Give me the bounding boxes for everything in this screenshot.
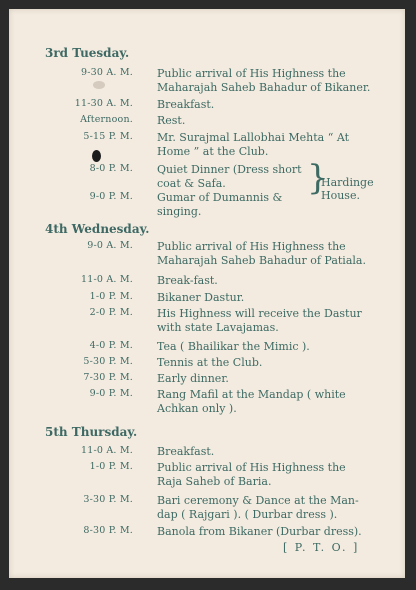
event-line: Early dinner. [157, 372, 229, 385]
venue-label [321, 176, 374, 202]
event-time: 11-0 A. M. [80, 274, 133, 285]
event-line: Tennis at the Club. [157, 356, 263, 369]
venue-line: House. [321, 189, 360, 202]
event-time: 5-30 P. M. [83, 356, 133, 367]
pto-label: [ P. T. O. ] [283, 541, 360, 554]
event-line: Maharajah Saheb Bahadur of Bikaner. [157, 81, 371, 94]
event-time: 3-30 P. M. [83, 494, 133, 505]
curly-brace-icon: } [307, 158, 329, 198]
event-time: 7-30 P. M. [83, 372, 133, 383]
event-time: 1-0 P. M. [89, 461, 133, 472]
event-line: Home ” at the Club. [157, 145, 269, 158]
event-line: Breakfast. [157, 98, 215, 111]
event-line: Rang Mafil at the Mandap ( white [157, 388, 346, 401]
event-line: coat & Safa. [157, 177, 226, 190]
event-line: Public arrival of His Highness the [157, 461, 346, 474]
day-heading-tuesday: 3rd Tuesday. [45, 46, 130, 60]
event-line: Breakfast. [157, 445, 215, 458]
event-line: Public arrival of His Highness the [157, 67, 346, 80]
event-line: with state Lavajamas. [157, 321, 279, 334]
venue-line: Hardinge [321, 176, 374, 189]
event-line: dap ( Rajgari ). ( Durbar dress ). [157, 508, 338, 521]
event-time: 8-30 P. M. [83, 525, 133, 536]
event-time: 4-0 P. M. [89, 340, 133, 351]
day-heading-thursday: 5th Thursday. [45, 425, 138, 439]
event-line: Maharajah Saheb Bahadur of Patiala. [157, 254, 366, 267]
event-line: Mr. Surajmal Lallobhai Mehta “ At [157, 131, 350, 144]
stain-mark-icon [93, 81, 105, 89]
programme-card [9, 9, 405, 578]
event-time: 11-30 A. M. [74, 98, 133, 109]
event-line: Public arrival of His Highness the [157, 240, 346, 253]
event-line: His Highness will receive the Dastur [157, 307, 362, 320]
event-line: Break-fast. [157, 274, 218, 287]
punch-hole-icon [92, 150, 101, 162]
event-time: 9-30 A. M. [80, 67, 133, 78]
event-line: Quiet Dinner (Dress short [157, 163, 302, 176]
event-time: 9-0 P. M. [89, 191, 133, 202]
event-line: Banola from Bikaner (Durbar dress). [157, 525, 362, 538]
day-heading-wednesday: 4th Wednesday. [45, 222, 150, 236]
event-time: 9-0 P. M. [89, 388, 133, 399]
event-line: Rest. [157, 114, 186, 127]
event-time: 11-0 A. M. [80, 445, 133, 456]
event-line: Bari ceremony & Dance at the Man- [157, 494, 359, 507]
event-line: Bikaner Dastur. [157, 291, 245, 304]
event-line: singing. [157, 205, 202, 218]
event-time: 8-0 P. M. [89, 163, 133, 174]
event-time: 2-0 P. M. [89, 307, 133, 318]
event-time: 1-0 P. M. [89, 291, 133, 302]
event-line: Raja Saheb of Baria. [157, 475, 272, 488]
event-line: Tea ( Bhailikar the Mimic ). [157, 340, 310, 353]
event-time: 5-15 P. M. [83, 131, 133, 142]
event-time: Afternoon. [80, 114, 133, 125]
event-line: Gumar of Dumannis & [157, 191, 283, 204]
event-time: 9-0 A. M. [87, 240, 133, 251]
event-line: Achkan only ). [157, 402, 237, 415]
